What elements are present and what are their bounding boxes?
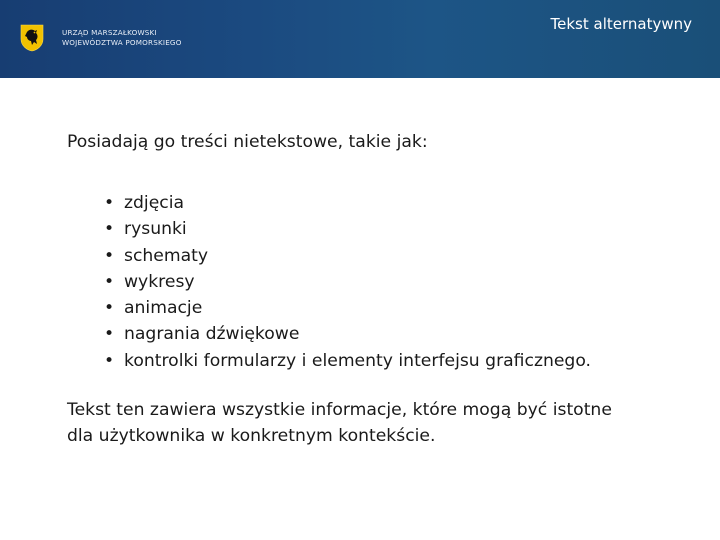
list-item — [104, 190, 667, 216]
list-item-text: animacje — [124, 298, 203, 319]
closing-line-1: Tekst ten zawiera wszystkie informacje, które mogą być istotne — [67, 400, 612, 421]
list-item — [104, 216, 667, 242]
list-item — [104, 269, 667, 295]
list-item — [104, 348, 667, 374]
closing-line-2: dla użytkownika w konkretnym kontekście. — [67, 426, 436, 447]
institution-logo — [20, 24, 182, 52]
bullet-glyph: • — [104, 245, 115, 266]
list-item-text: zdjęcia — [124, 193, 185, 213]
list-item-text: rysunki — [124, 219, 187, 240]
bullet-glyph: • — [104, 193, 115, 213]
bullet-glyph: • — [104, 271, 115, 292]
bullet-list — [67, 190, 667, 374]
slide-title: Tekst alternatywny — [550, 15, 692, 33]
list-item — [104, 321, 667, 347]
list-item — [104, 243, 667, 269]
griffin-crest-icon — [20, 24, 44, 52]
list-item-text: kontrolki formularzy i elementy interfejsu graficznego. — [124, 350, 592, 371]
logo-wordmark — [62, 28, 182, 48]
bullet-glyph: • — [104, 298, 115, 319]
logo-line-1: URZĄD MARSZAŁKOWSKI — [62, 28, 157, 37]
bullet-glyph: • — [104, 219, 115, 240]
list-item — [104, 295, 667, 321]
list-item-text: wykresy — [124, 271, 195, 292]
bullet-glyph: • — [104, 324, 115, 345]
slide-body — [67, 130, 667, 449]
bullet-glyph: • — [104, 350, 115, 371]
closing-paragraph — [67, 397, 667, 449]
slide-header — [0, 0, 720, 78]
list-item-text: schematy — [124, 245, 209, 266]
list-item-text: nagrania dźwiękowe — [124, 324, 300, 345]
intro-text: Posiadają go treści nietekstowe, takie jak: — [67, 132, 428, 152]
logo-line-2: WOJEWÓDZTWA POMORSKIEGO — [62, 38, 182, 47]
